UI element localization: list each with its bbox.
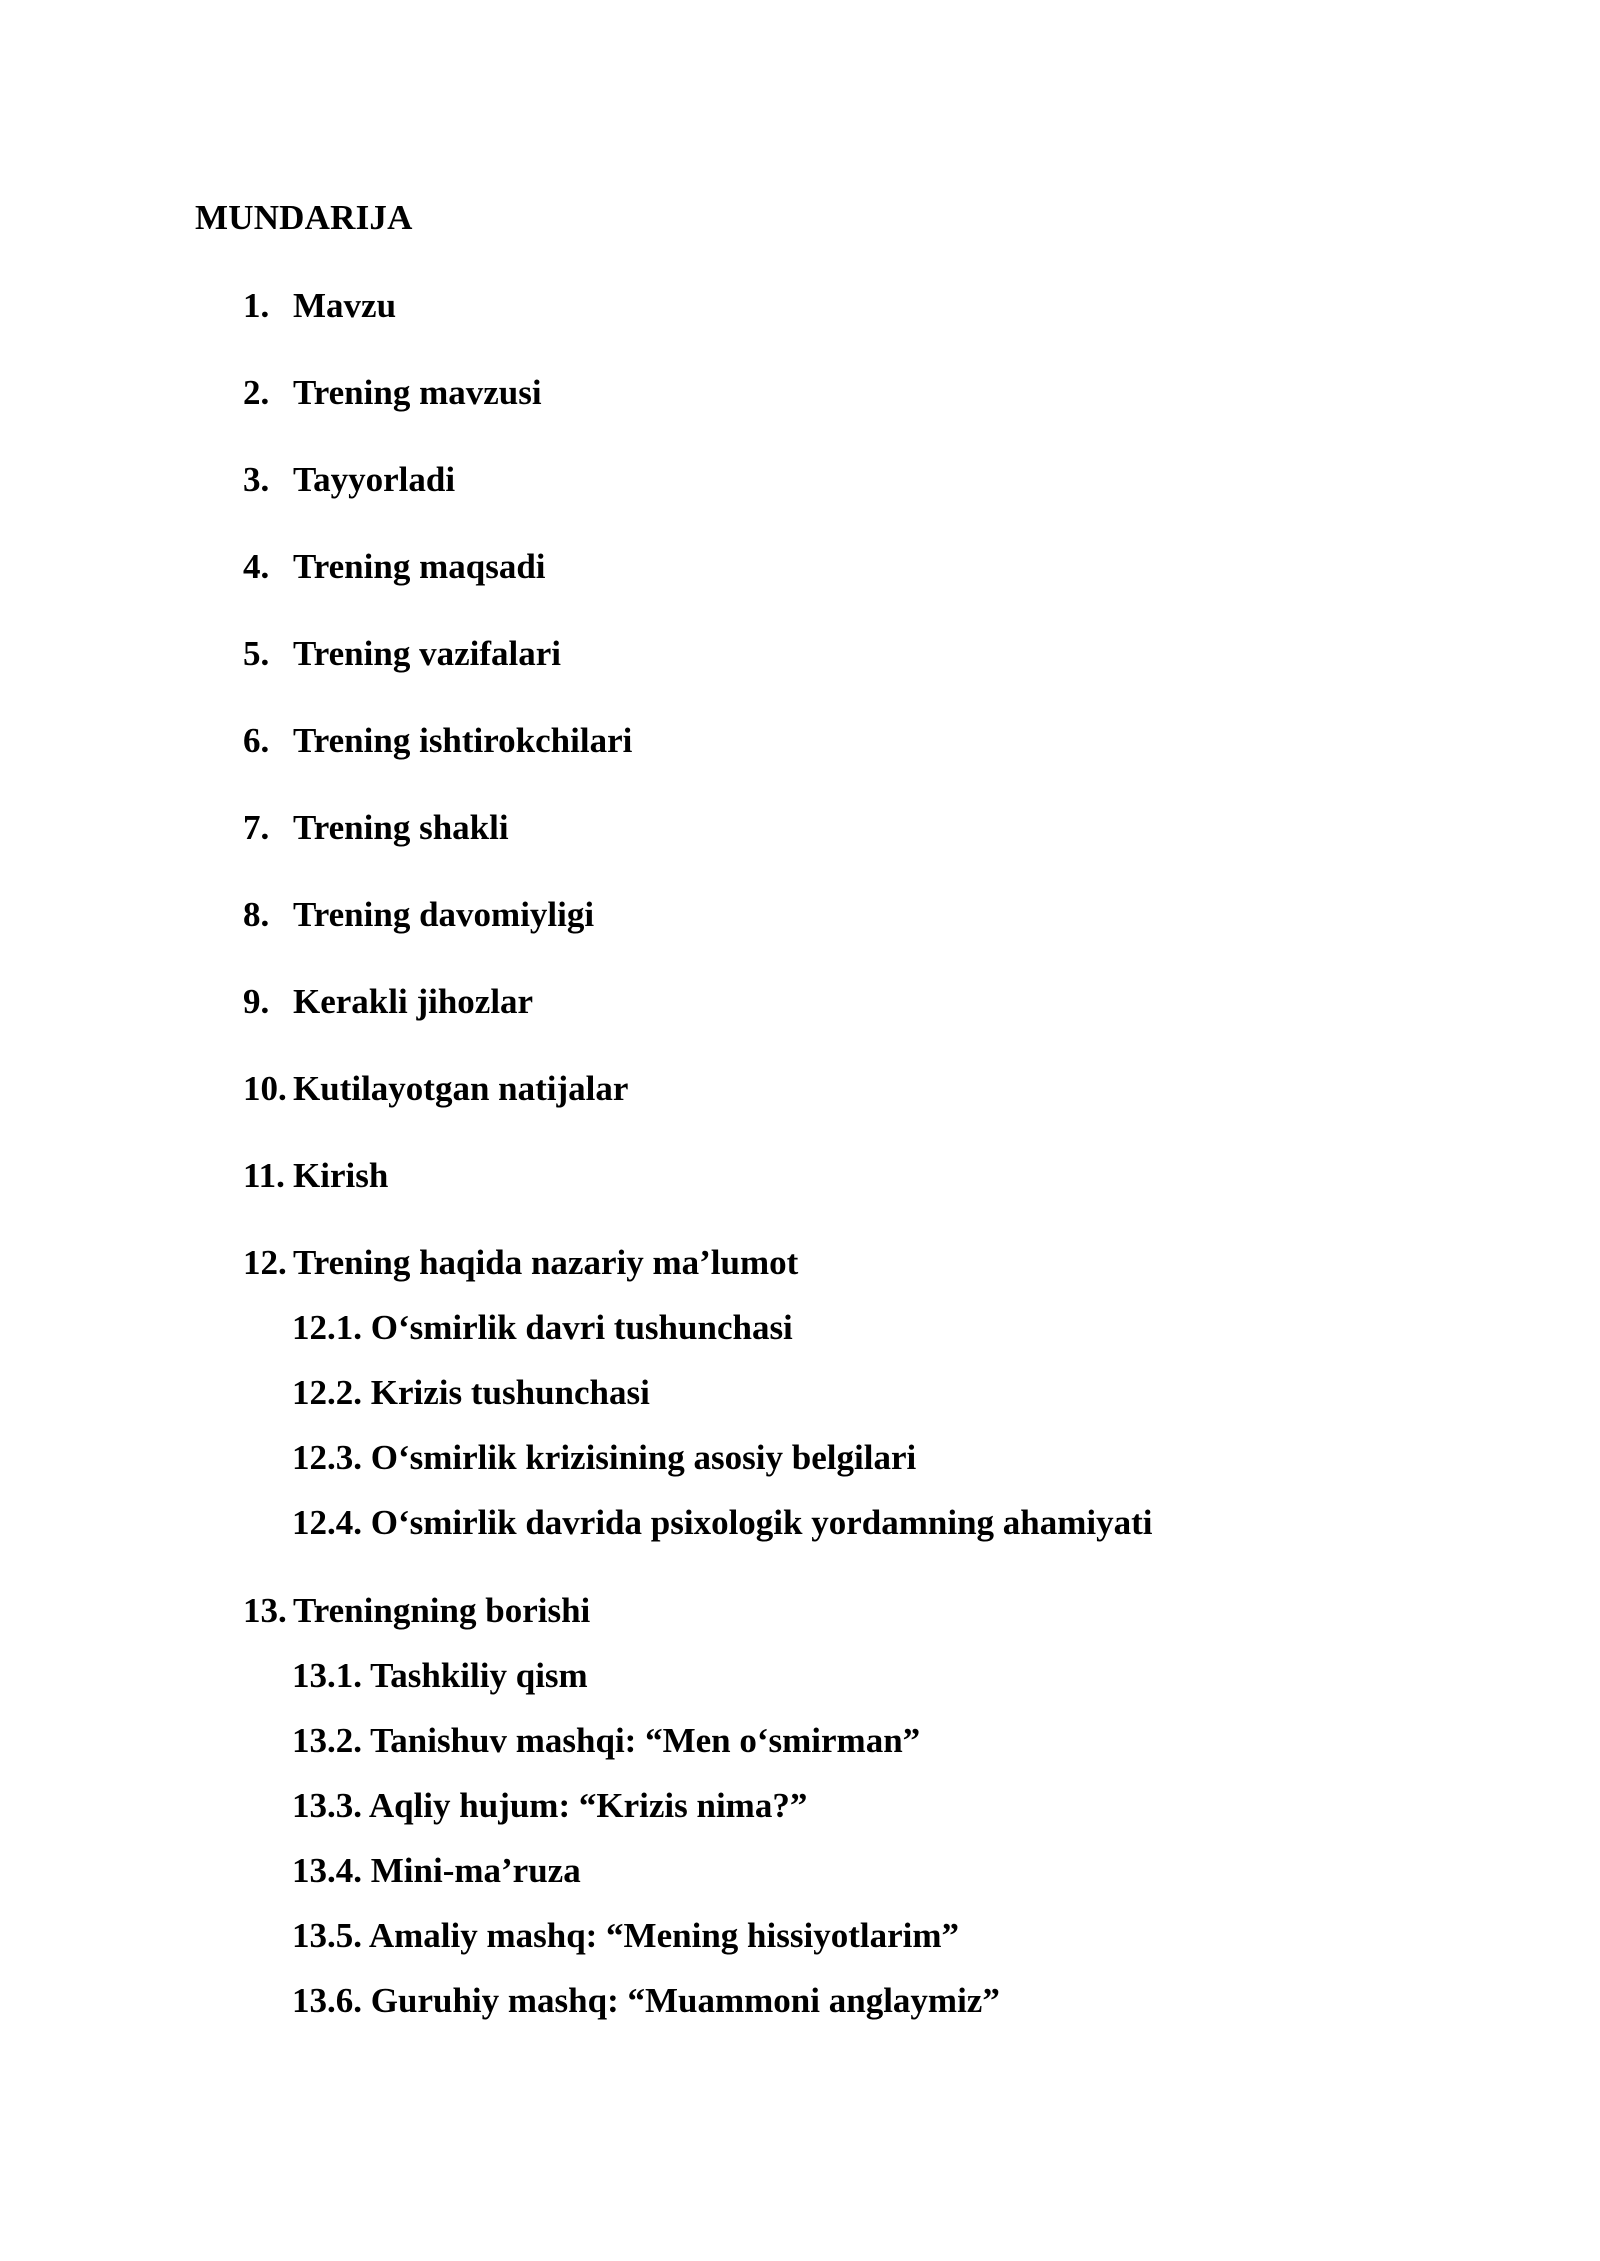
toc-subitem: 13.1. Tashkiliy qism bbox=[292, 1656, 588, 1695]
toc-item-text: Trening davomiyligi bbox=[293, 895, 595, 934]
toc-item-number: 13. bbox=[243, 1591, 287, 1630]
toc-item bbox=[243, 371, 542, 415]
toc-item bbox=[243, 284, 396, 328]
toc-item-text: Kutilayotgan natijalar bbox=[293, 1069, 629, 1108]
toc-item bbox=[243, 719, 632, 763]
toc-item-text: Trening haqida nazariy ma’lumot bbox=[293, 1243, 799, 1282]
toc-item bbox=[243, 980, 533, 1024]
toc-item bbox=[243, 893, 594, 937]
toc-item-text: Treningning borishi bbox=[293, 1591, 591, 1630]
toc-item-text: Kirish bbox=[293, 1156, 389, 1195]
toc-title: MUNDARIJA bbox=[195, 198, 413, 237]
toc-subitem: 13.4. Mini-ma’ruza bbox=[292, 1851, 581, 1890]
toc-item bbox=[243, 1154, 388, 1198]
toc-item-text: Trening ishtirokchilari bbox=[293, 721, 633, 760]
toc-item-number: 5. bbox=[243, 634, 270, 673]
toc-item bbox=[243, 545, 546, 589]
toc-item-number: 2. bbox=[243, 373, 270, 412]
toc-item-text: Trening vazifalari bbox=[293, 634, 561, 673]
toc-item-number: 4. bbox=[243, 547, 270, 586]
toc-item-number: 7. bbox=[243, 808, 270, 847]
toc-item bbox=[243, 1241, 798, 1285]
toc-item-text: Kerakli jihozlar bbox=[293, 982, 534, 1021]
toc-item-number: 3. bbox=[243, 460, 270, 499]
toc-item-number: 8. bbox=[243, 895, 270, 934]
toc-subitem: 12.4. O‘smirlik davrida psixologik yordamning ahamiyati bbox=[292, 1503, 1153, 1542]
toc-item bbox=[243, 1067, 628, 1111]
toc-item-text: Trening mavzusi bbox=[293, 373, 542, 412]
toc-item bbox=[243, 1589, 590, 1633]
toc-subitem: 13.2. Tanishuv mashqi: “Men o‘smirman” bbox=[292, 1721, 921, 1760]
toc-item-number: 9. bbox=[243, 982, 270, 1021]
toc-subitem: 12.3. O‘smirlik krizisining asosiy belgilari bbox=[292, 1438, 917, 1477]
toc-item-number: 11. bbox=[243, 1156, 285, 1195]
toc-item-text: Trening maqsadi bbox=[293, 547, 546, 586]
toc-item-number: 10. bbox=[243, 1069, 287, 1108]
toc-item-number: 6. bbox=[243, 721, 270, 760]
toc-subitem: 13.6. Guruhiy mashq: “Muammoni anglaymiz” bbox=[292, 1981, 1000, 2020]
toc-subitem: 12.1. O‘smirlik davri tushunchasi bbox=[292, 1308, 793, 1347]
toc-item bbox=[243, 806, 509, 850]
toc-item bbox=[243, 632, 561, 676]
toc-item-text: Trening shakli bbox=[293, 808, 509, 847]
toc-item-number: 12. bbox=[243, 1243, 287, 1282]
toc-subitem: 12.2. Krizis tushunchasi bbox=[292, 1373, 650, 1412]
toc-item-text: Mavzu bbox=[293, 286, 397, 325]
toc-subitem: 13.5. Amaliy mashq: “Mening hissiyotlarim” bbox=[292, 1916, 959, 1955]
toc-item bbox=[243, 458, 455, 502]
toc-item-number: 1. bbox=[243, 286, 270, 325]
toc-item-text: Tayyorladi bbox=[293, 460, 456, 499]
toc-subitem: 13.3. Aqliy hujum: “Krizis nima?” bbox=[292, 1786, 808, 1825]
